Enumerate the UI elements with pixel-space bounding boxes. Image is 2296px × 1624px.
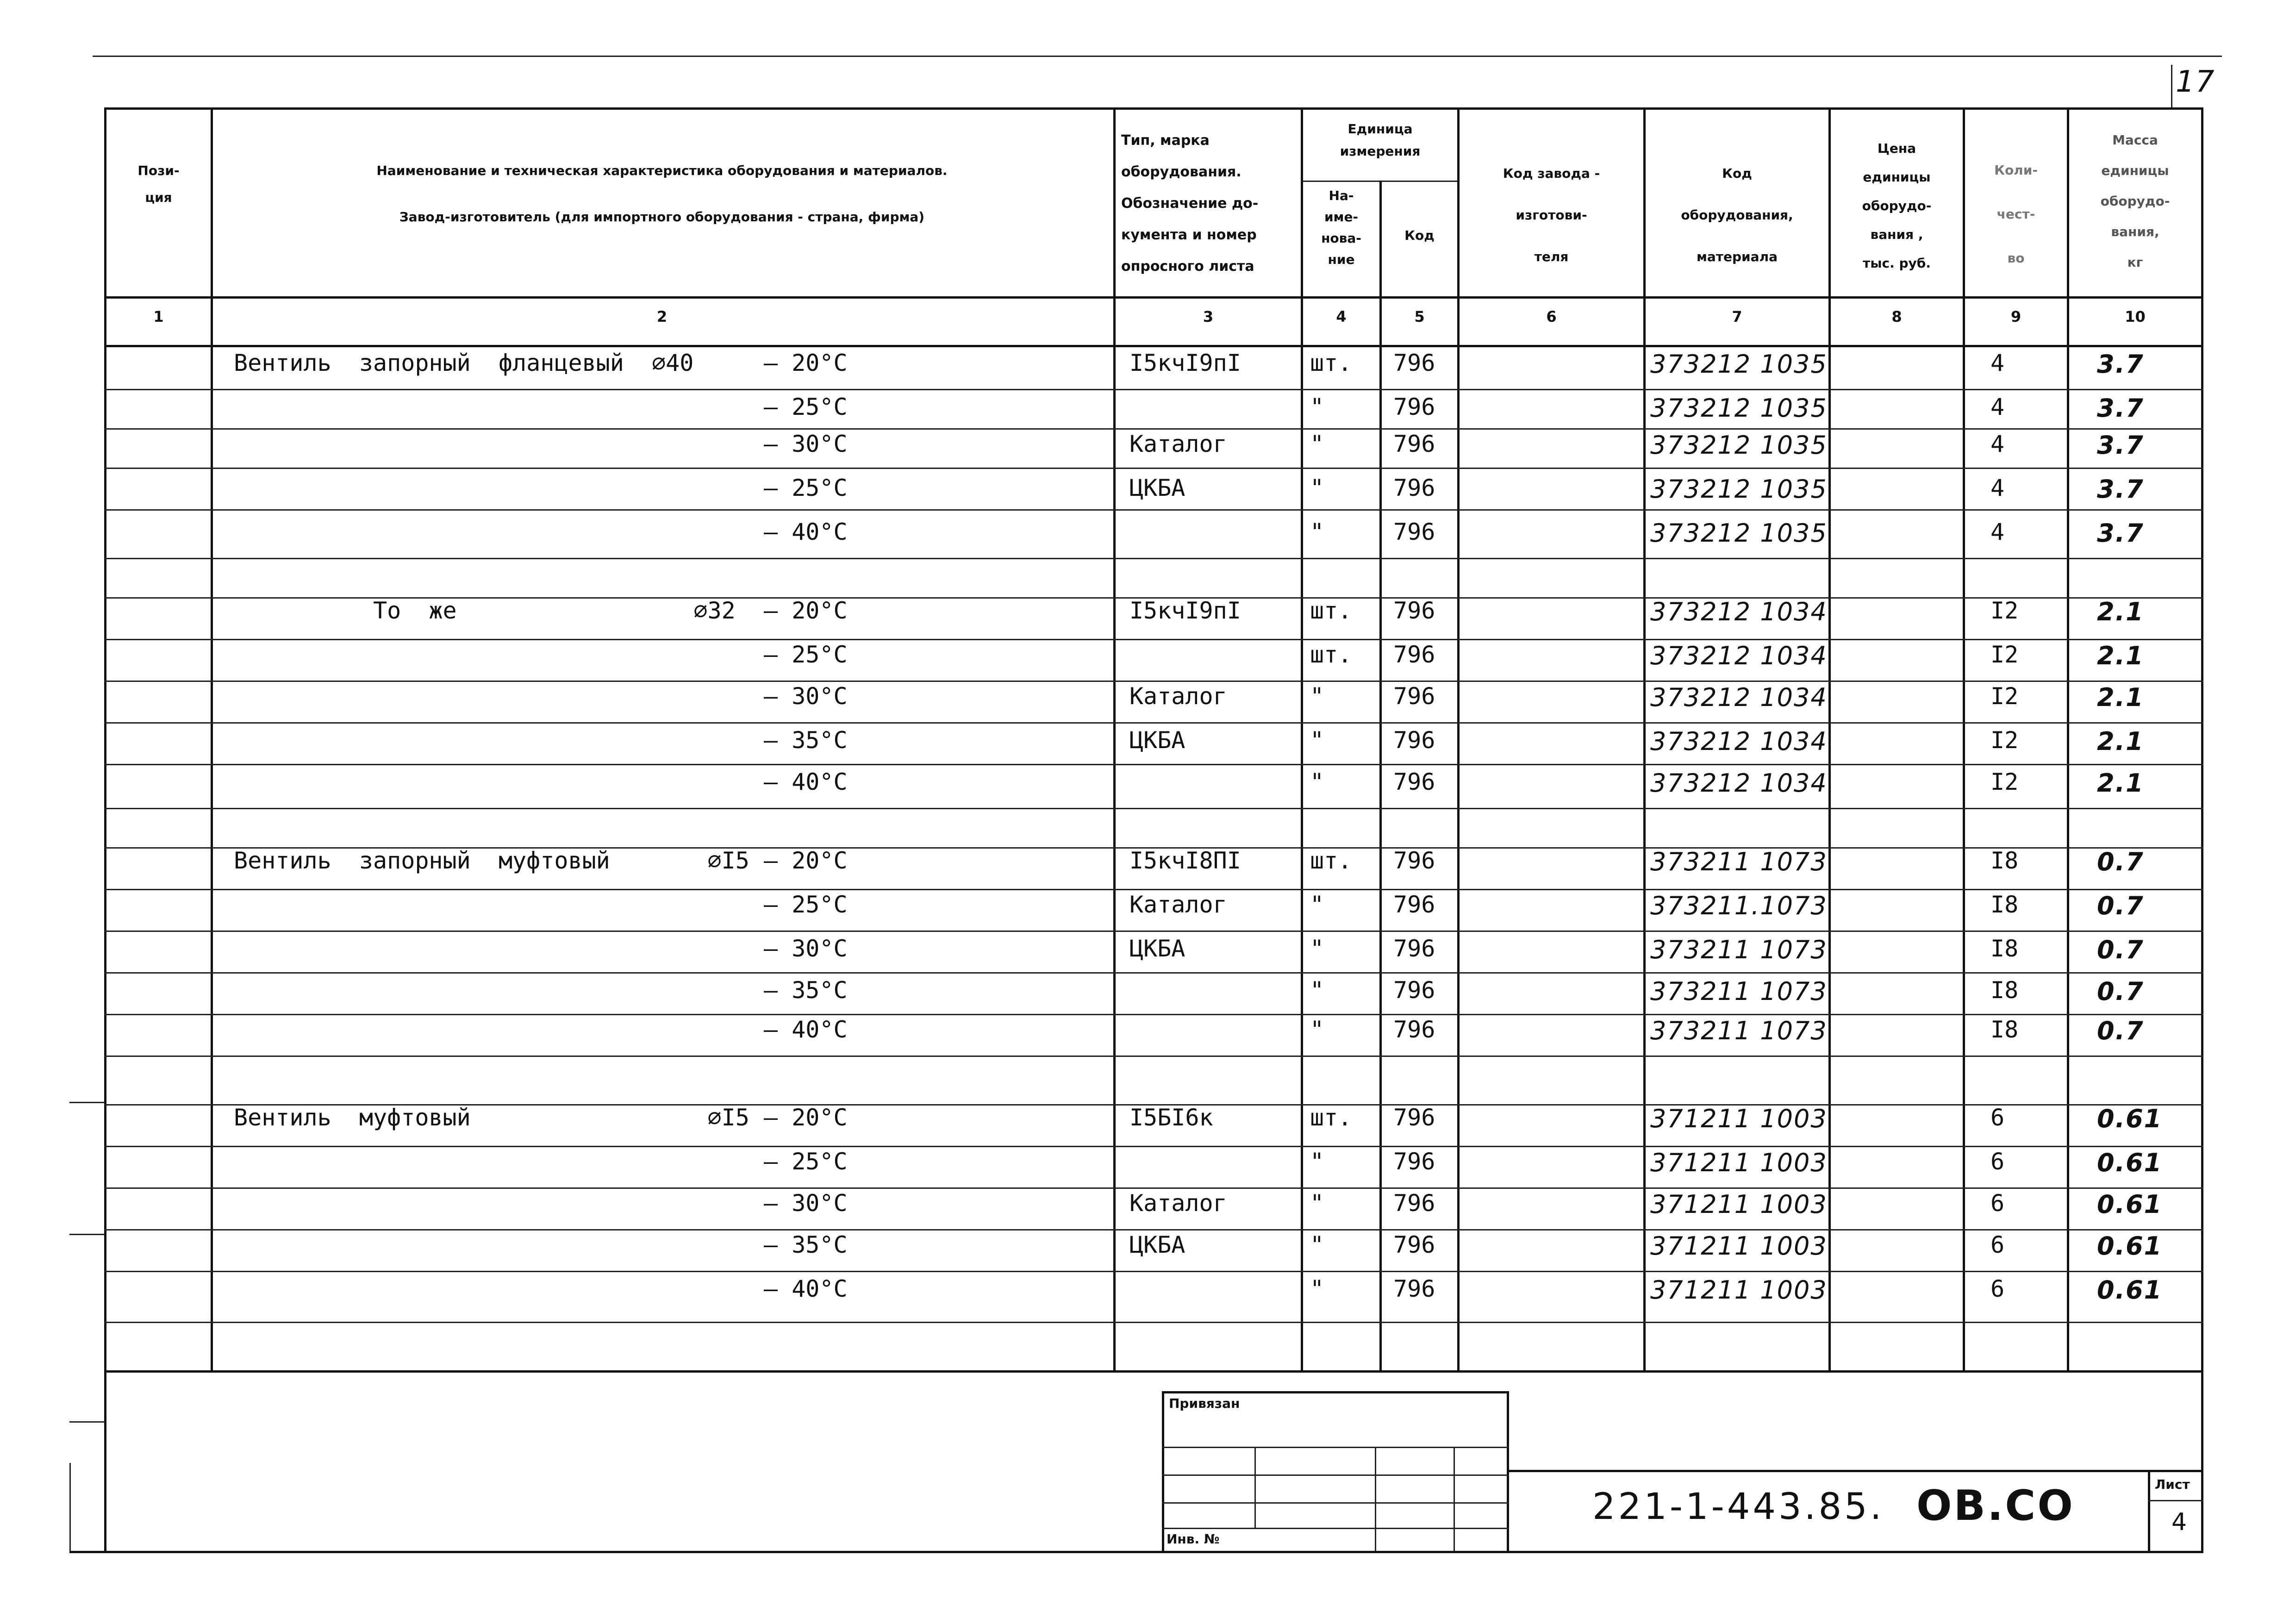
row-temperature: – 30°С [764,431,848,457]
row-temperature: – 25°С [764,641,848,668]
row-quantity: 4 [1990,350,2005,376]
inventory-label: Инв. № [1167,1531,1220,1547]
row-mass: 3.7 [2097,350,2144,379]
row-equipment-code: 373211 1073 [1650,977,1828,1006]
row-divider [104,558,2203,559]
header-quantity: Коли- чест- во [1994,162,2038,266]
col-num-9: 9 [2010,308,2021,325]
row-name: Вентиль муфтовый ⌀I5 [234,1104,749,1131]
row-divider [104,1056,2203,1057]
row-type: Каталог [1129,1190,1227,1217]
row-equipment-code: 373212 1035 [1650,475,1828,504]
row-temperature: – 35°С [764,727,848,754]
row-unit-name: " [1310,768,1324,795]
row-temperature: – 25°С [764,891,848,918]
row-equipment-code: 371211 1003 [1650,1231,1828,1261]
row-temperature: – 30°С [764,1190,848,1217]
row-equipment-code: 373212 1034 [1650,641,1828,670]
row-unit-name: шт. [1310,1104,1352,1131]
row-mass: 3.7 [2097,518,2144,548]
row-quantity: 4 [1990,518,2005,545]
row-quantity: I2 [1990,727,2019,754]
row-type: Каталог [1129,431,1227,457]
header-price: Цена единицы оборудо- вания , тыс. руб. [1862,141,1932,271]
col-num-7: 7 [1732,308,1742,325]
row-name: То же ⌀32 [234,597,736,624]
document-section: ОВ.СО [1916,1481,2075,1530]
row-unit-code: 796 [1393,394,1435,420]
row-equipment-code: 373212 1034 [1650,727,1828,756]
row-quantity: 6 [1990,1104,2005,1131]
row-unit-code: 796 [1393,935,1435,962]
document-code: 221-1-443.85. [1592,1486,1884,1528]
row-unit-code: 796 [1393,768,1435,795]
row-quantity: I2 [1990,683,2019,710]
top-rule [93,56,2222,57]
row-unit-code: 796 [1393,847,1435,874]
row-unit-code: 796 [1393,1104,1435,1131]
row-unit-name: шт. [1310,847,1352,874]
col-num-2: 2 [656,308,668,325]
row-equipment-code: 371211 1003 [1650,1148,1828,1177]
row-unit-code: 796 [1393,1148,1435,1175]
row-quantity: I8 [1990,847,2019,874]
row-quantity: I2 [1990,597,2019,624]
row-mass: 0.61 [2097,1275,2163,1305]
row-equipment-code: 373211.1073 [1650,891,1828,920]
row-unit-name: " [1310,1190,1324,1217]
col-num-10: 10 [2125,308,2146,325]
header-unit: Единица измерения [1340,121,1421,159]
row-type: I5БI6к [1129,1104,1213,1131]
corner-page-number: 17 [2176,65,2215,99]
row-temperature: – 40°С [764,1275,848,1302]
row-mass: 0.7 [2097,977,2144,1006]
row-quantity: 4 [1990,394,2005,420]
row-quantity: I8 [1990,935,2019,962]
row-unit-code: 796 [1393,431,1435,457]
row-unit-name: " [1310,977,1324,1004]
row-equipment-code: 373212 1035 [1650,394,1828,423]
row-temperature: – 20°С [764,1104,848,1131]
row-divider [104,509,2203,511]
row-unit-code: 796 [1393,641,1435,668]
row-equipment-code: 373212 1034 [1650,683,1828,712]
row-name: Вентиль запорный муфтовый ⌀I5 [234,847,749,874]
row-unit-code: 796 [1393,1190,1435,1217]
row-temperature: – 30°С [764,935,848,962]
row-mass: 2.1 [2097,683,2144,712]
row-temperature: – 20°С [764,847,848,874]
row-temperature: – 40°С [764,1016,848,1043]
row-unit-code: 796 [1393,350,1435,376]
row-unit-code: 796 [1393,977,1435,1004]
row-divider [104,1014,2203,1015]
row-type: ЦКБА [1129,727,1185,754]
col-num-5: 5 [1414,308,1425,325]
row-equipment-code: 373212 1035 [1650,350,1828,379]
row-divider [104,428,2203,430]
row-equipment-code: 373211 1073 [1650,847,1828,876]
row-divider [104,1322,2203,1323]
row-equipment-code: 373211 1073 [1650,935,1828,964]
row-mass: 3.7 [2097,394,2144,423]
row-unit-code: 796 [1393,475,1435,501]
row-temperature: – 40°С [764,768,848,795]
row-type: ЦКБА [1129,475,1185,501]
row-temperature: – 25°С [764,394,848,420]
row-mass: 3.7 [2097,431,2144,460]
row-divider [104,1187,2203,1189]
corner-box-left [2171,65,2172,109]
row-unit-name: " [1310,475,1324,501]
row-unit-name: " [1310,935,1324,962]
row-quantity: 6 [1990,1275,2005,1302]
row-unit-code: 796 [1393,1231,1435,1258]
row-temperature: – 35°С [764,1231,848,1258]
row-unit-code: 796 [1393,683,1435,710]
row-quantity: I8 [1990,977,2019,1004]
row-quantity: 6 [1990,1231,2005,1258]
col-num-1: 1 [153,308,164,325]
row-mass: 0.61 [2097,1148,2163,1177]
header-name-line1: Наименование и техническая характеристика оборудования и материалов. [376,163,948,178]
row-mass: 0.7 [2097,847,2144,876]
row-divider [104,681,2203,682]
row-unit-name: " [1310,1231,1324,1258]
row-divider [104,1146,2203,1147]
header-unit-code: Код [1404,228,1435,243]
row-type: ЦКБА [1129,935,1185,962]
row-unit-name: шт. [1310,597,1352,624]
row-unit-code: 796 [1393,727,1435,754]
header-position: Пози- ция [137,163,180,205]
row-divider [104,389,2203,390]
row-quantity: 4 [1990,475,2005,501]
privyazan-label: Привязан [1169,1396,1240,1411]
row-mass: 2.1 [2097,641,2144,670]
row-mass: 2.1 [2097,727,2144,756]
row-quantity: 6 [1990,1190,2005,1217]
row-temperature: – 25°С [764,475,848,501]
col-num-4: 4 [1336,308,1347,325]
sheet-number: 4 [2171,1508,2187,1536]
header-name-line2: Завод-изготовитель (для импортного оборудования - страна, фирма) [399,209,925,225]
row-equipment-code: 371211 1003 [1650,1104,1828,1133]
row-equipment-code: 373212 1035 [1650,431,1828,460]
row-quantity: I2 [1990,768,2019,795]
row-unit-name: шт. [1310,350,1352,376]
row-unit-name: " [1310,1148,1324,1175]
row-equipment-code: 373212 1035 [1650,518,1828,548]
row-divider [104,972,2203,974]
row-temperature: – 30°С [764,683,848,710]
row-temperature: – 35°С [764,977,848,1004]
row-type: I5кчI8ПI [1129,847,1241,874]
row-mass: 2.1 [2097,768,2144,798]
row-unit-name: " [1310,518,1324,545]
row-unit-code: 796 [1393,1016,1435,1043]
row-equipment-code: 373211 1073 [1650,1016,1828,1045]
row-mass: 2.1 [2097,597,2144,626]
row-mass: 0.61 [2097,1190,2163,1219]
row-divider [104,1229,2203,1230]
row-unit-code: 796 [1393,597,1435,624]
row-divider [104,889,2203,890]
row-unit-code: 796 [1393,518,1435,545]
row-temperature: – 20°С [764,350,848,376]
row-divider [104,1271,2203,1272]
row-unit-code: 796 [1393,1275,1435,1302]
row-type: Каталог [1129,891,1227,918]
row-quantity: 6 [1990,1148,2005,1175]
row-temperature: – 25°С [764,1148,848,1175]
col-num-8: 8 [1891,308,1902,325]
row-type: I5кчI9пI [1129,597,1241,624]
header-unit-name: На- име- нова- ние [1321,188,1361,267]
row-quantity: I2 [1990,641,2019,668]
row-equipment-code: 371211 1003 [1650,1190,1828,1219]
row-equipment-code: 373212 1034 [1650,768,1828,798]
header-factory-code: Код завода - изготови- теля [1503,166,1600,264]
header-type: Тип, марка оборудования. Обозначение до- кумента и номер опросного листа [1121,132,1259,275]
row-temperature: – 20°С [764,597,848,624]
row-mass: 0.7 [2097,935,2144,964]
row-divider [104,764,2203,765]
row-mass: 0.7 [2097,891,2144,920]
row-unit-name: " [1310,1275,1324,1302]
row-type: ЦКБА [1129,1231,1185,1258]
col-num-3: 3 [1203,308,1214,325]
header-mass: Масса единицы оборудо- вания, кг [2100,132,2170,270]
row-temperature: – 40°С [764,518,848,545]
header-equipment-code: Код оборудования, материала [1681,166,1793,264]
row-divider [104,931,2203,932]
row-quantity: 4 [1990,431,2005,457]
row-unit-code: 796 [1393,891,1435,918]
row-divider [104,808,2203,809]
sheet-label: Лист [2155,1477,2190,1492]
col-num-6: 6 [1546,308,1557,325]
row-name: Вентиль запорный фланцевый ⌀40 [234,350,694,376]
row-unit-name: " [1310,431,1324,457]
row-equipment-code: 373212 1034 [1650,597,1828,626]
row-type: Каталог [1129,683,1227,710]
row-unit-name: " [1310,683,1324,710]
row-quantity: I8 [1990,891,2019,918]
row-type: I5кчI9пI [1129,350,1241,376]
row-quantity: I8 [1990,1016,2019,1043]
row-divider [104,639,2203,640]
row-divider [104,722,2203,724]
row-unit-name: " [1310,394,1324,420]
row-mass: 3.7 [2097,475,2144,504]
row-mass: 0.7 [2097,1016,2144,1045]
row-equipment-code: 371211 1003 [1650,1275,1828,1305]
row-unit-name: " [1310,1016,1324,1043]
row-unit-name: " [1310,891,1324,918]
row-divider [104,468,2203,469]
row-mass: 0.61 [2097,1231,2163,1261]
row-unit-name: шт. [1310,641,1352,668]
row-mass: 0.61 [2097,1104,2163,1133]
row-unit-name: " [1310,727,1324,754]
